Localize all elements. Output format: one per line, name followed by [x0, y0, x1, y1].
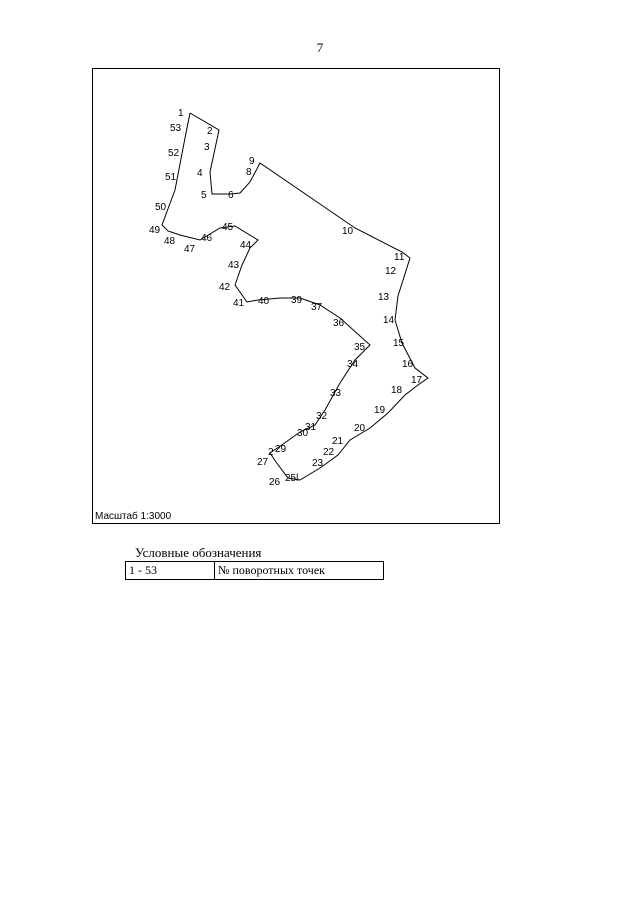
- turning-point-label: 29: [275, 444, 287, 455]
- turning-point-label: 35: [354, 342, 366, 353]
- turning-point-label: 25l: [285, 473, 299, 484]
- turning-point-label: 37: [311, 302, 323, 313]
- turning-point-label: 49: [149, 225, 161, 236]
- turning-point-label: 16: [402, 359, 414, 370]
- turning-point-label: 52: [168, 148, 180, 159]
- turning-point-label: 50: [155, 202, 167, 213]
- turning-point-label: 4: [197, 168, 203, 179]
- legend-title: Условные обозначения: [135, 545, 262, 560]
- turning-point-label: 32: [316, 411, 328, 422]
- turning-point-label: 40: [258, 296, 270, 307]
- turning-point-label: 36: [333, 318, 345, 329]
- page-number: 7: [316, 40, 324, 55]
- turning-point-label: 13: [378, 292, 390, 303]
- turning-point-label: 44: [240, 240, 252, 251]
- turning-point-label: 27: [257, 457, 269, 468]
- legend-symbol: 1 - 53: [126, 562, 215, 580]
- turning-point-label: 26: [269, 477, 281, 488]
- turning-point-label: 48: [164, 236, 176, 247]
- turning-point-label: 2: [207, 126, 213, 137]
- turning-point-label: 5: [201, 190, 207, 201]
- legend-description: № поворотных точек: [215, 562, 384, 580]
- turning-point-label: 12: [385, 266, 397, 277]
- turning-point-label: 41: [233, 298, 245, 309]
- turning-point-label: 30: [297, 428, 309, 439]
- turning-point-label: 23: [312, 458, 324, 469]
- legend-row: [126, 562, 384, 580]
- turning-point-label: 9: [249, 156, 255, 167]
- turning-point-label: 8: [246, 167, 252, 178]
- turning-point-label: 43: [228, 260, 240, 271]
- turning-point-label: 3: [204, 142, 210, 153]
- turning-point-label: 2: [268, 447, 274, 458]
- legend-table: [125, 561, 384, 580]
- turning-point-label: 20: [354, 423, 366, 434]
- turning-point-label: 11: [394, 252, 405, 263]
- turning-point-label: 31: [305, 422, 317, 433]
- turning-point-label: 15: [393, 338, 405, 349]
- turning-point-label: 53: [170, 123, 182, 134]
- scale-label: Масштаб 1:3000: [95, 511, 172, 522]
- turning-point-label: 34: [347, 359, 359, 370]
- turning-point-label: 21: [332, 436, 344, 447]
- turning-point-label: 1: [178, 108, 184, 119]
- turning-point-label: 22: [323, 447, 335, 458]
- turning-point-label: 33: [330, 388, 342, 399]
- turning-point-label: 45: [222, 222, 234, 233]
- turning-point-label: 51: [165, 172, 177, 183]
- turning-point-label: 18: [391, 385, 403, 396]
- turning-point-label: 47: [184, 244, 196, 255]
- turning-point-label: 42: [219, 282, 231, 293]
- turning-point-label: 39: [291, 295, 303, 306]
- turning-point-label: 17: [411, 375, 423, 386]
- turning-point-label: 19: [374, 405, 386, 416]
- turning-point-label: 10: [342, 226, 354, 237]
- turning-point-label: 6: [228, 190, 234, 201]
- turning-point-label: 46: [201, 233, 213, 244]
- turning-point-label: 14: [383, 315, 395, 326]
